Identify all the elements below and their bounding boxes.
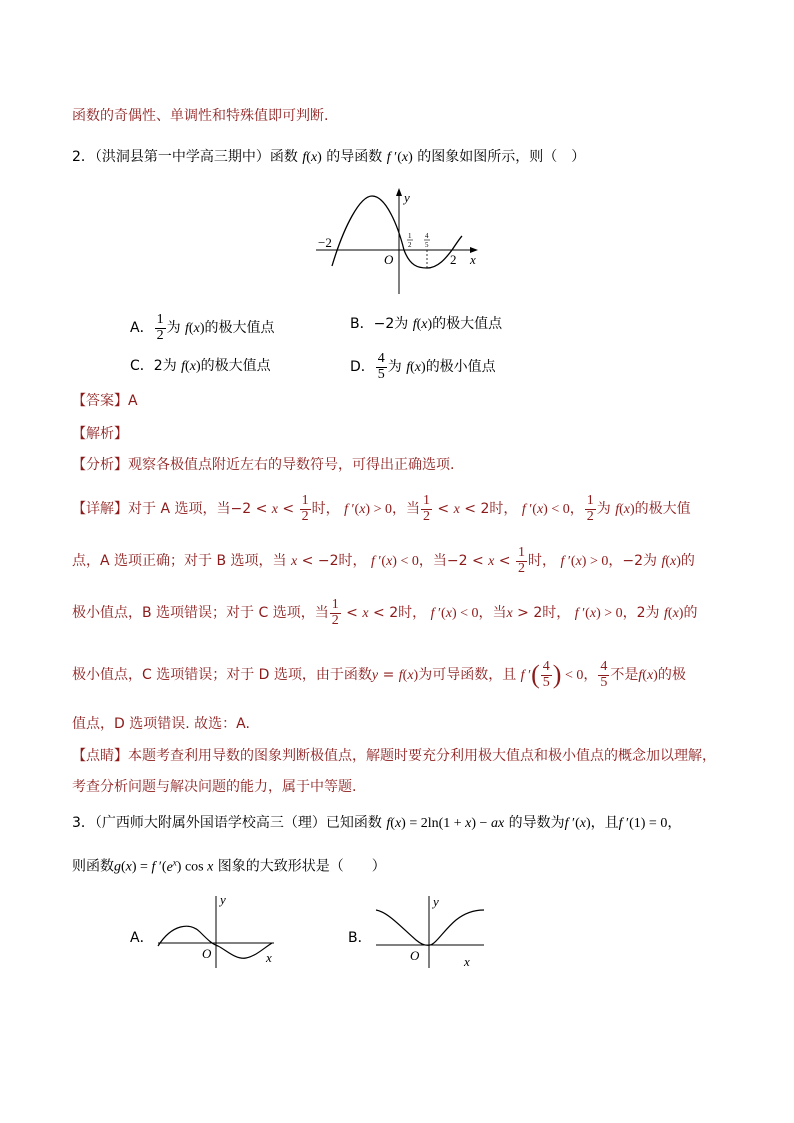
- option-A: A． $\frac{1}{2}$ 为 f(x)的极大值点: [130, 312, 275, 343]
- x-axis-label: x: [470, 252, 476, 267]
- question-source: （洪洞县第一中学高三期中）: [94, 149, 270, 165]
- svg-text:5: 5: [425, 241, 429, 249]
- detail-line-5: 值点，D 选项错误. 故选：A.: [72, 716, 250, 732]
- analysis-line: 【分析】观察各极值点附近左右的导数符号，可得出正确选项.: [72, 457, 455, 473]
- svg-text:1: 1: [408, 232, 412, 240]
- svg-text:y: y: [220, 892, 226, 907]
- previous-solution-note: 函数的奇偶性、单调性和特殊值即可判断.: [72, 108, 329, 124]
- remark-line-1: 【点睛】本题考查利用导数的图象判断极值点，解题时要充分利用极大值点和极小值点的概念加以理解，: [72, 748, 716, 764]
- q3-option-B-label: B．: [348, 930, 372, 946]
- option-D: D． $\frac{4}{5}$ 为 f(x)的极小值点: [350, 351, 496, 382]
- q3-option-A-label: A．: [130, 930, 154, 946]
- neg-two-label: −2: [318, 235, 332, 250]
- question-number: 2．: [72, 149, 95, 165]
- svg-text:x: x: [266, 950, 272, 965]
- svg-text:2: 2: [408, 241, 412, 249]
- detail-line-1: 【详解】对于 A 选项，当−2 < x < $\frac{1}{2}$ 时， f ′(x) > 0，当 $\frac{1}{2}$ < x < 2时， f ′(x) < 0， $\frac{1}{2}$ 为 f(x)的极大值: [72, 493, 691, 524]
- option-C: C．2为 f(x)的极大值点: [130, 358, 271, 374]
- jiexi-label: 【解析】: [72, 426, 128, 442]
- origin-label: O: [384, 252, 394, 267]
- detail-line-2: 点，A 选项正确；对于 B 选项，当 x < −2时， f ′(x) < 0，当−2 < x < $\frac{1}{2}$ 时， f ′(x) > 0，−2为 f(x)的: [72, 545, 695, 576]
- q3-option-B-graph: [372, 890, 490, 970]
- remark-line-2: 考查分析问题与解决问题的能力，属于中等题.: [72, 779, 357, 795]
- svg-text:O: O: [202, 946, 212, 961]
- derivative-graph: [312, 186, 482, 296]
- answer-line: 【答案】A: [72, 393, 138, 409]
- two-label: 2: [450, 252, 457, 267]
- q3-option-A-graph: [150, 890, 280, 970]
- question-3-stem: 3．（广西师大附属外国语学校高三（理）已知函数 f(x) = 2ln(1 + x) − ax 的导数为f ′(x)，且f ′(1) = 0，: [72, 815, 682, 831]
- svg-text:y: y: [433, 894, 439, 909]
- question-2-stem: 2．（洪洞县第一中学高三期中）函数 f(x) 的导函数 f ′(x) 的图象如图所示，则（ ）: [72, 149, 586, 165]
- question-3-stem-line-2: 则函数g(x) = f $'(e^x)$ cos x 图象的大致形状是（ ）: [72, 857, 386, 875]
- svg-text:O: O: [410, 948, 420, 963]
- detail-line-3: 极小值点，B 选项错误；对于 C 选项，当 $\frac{1}{2}$ < x < 2时， f ′(x) < 0，当x > 2时， f ′(x) > 0，2为 f(x)的: [72, 597, 698, 628]
- svg-text:4: 4: [425, 232, 429, 240]
- option-B: B．−2为 f(x)的极大值点: [350, 316, 503, 332]
- y-axis-label: y: [404, 190, 410, 205]
- detail-line-4: 极小值点，C 选项错误；对于 D 选项，由于函数y = f(x)为可导函数，且 f ′( $\frac{4}{5}$ ) < 0， $\frac{4}{5}$ 不是f(x)的极: [72, 659, 686, 690]
- svg-text:x: x: [464, 954, 470, 969]
